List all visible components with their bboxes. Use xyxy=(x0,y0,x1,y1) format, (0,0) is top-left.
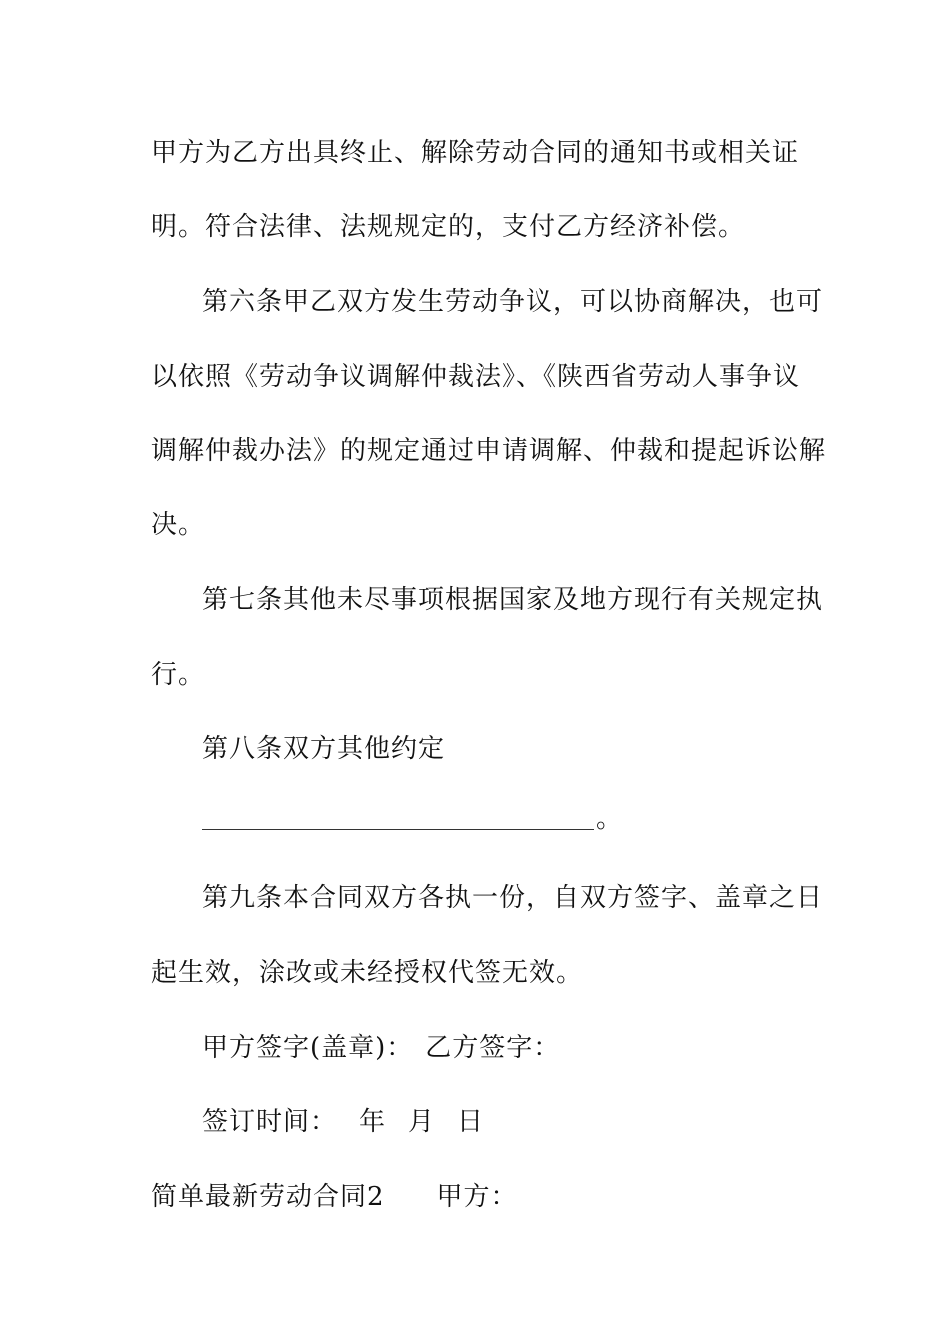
next-contract-party-a: 甲方： xyxy=(436,1182,518,1212)
party-b-signature-label: 乙方签字： xyxy=(425,1033,561,1063)
paragraph-line: 甲方为乙方出具终止、解除劳动合同的通知书或相关证 xyxy=(151,138,800,168)
signing-date-line xyxy=(202,1105,484,1139)
article-8-line: 第八条双方其他约定 xyxy=(202,734,446,764)
paragraph-line: 明。符合法律、法规规定的，支付乙方经济补偿。 xyxy=(151,212,746,242)
paragraph-line: 以依照《劳动争议调解仲裁法》、《陕西省劳动人事争议 xyxy=(151,362,801,392)
paragraph-line: 行。 xyxy=(151,660,206,690)
blank-period: 。 xyxy=(596,804,623,834)
party-a-signature-label: 甲方签字(盖章)： xyxy=(202,1033,414,1063)
article-6-line: 第六条甲乙双方发生劳动争议，可以协商解决，也可 xyxy=(202,287,824,317)
signature-line xyxy=(202,1031,560,1065)
paragraph-line: 起生效，涂改或未经授权代签无效。 xyxy=(151,958,584,988)
article-7-line: 第七条其他未尽事项根据国家及地方现行有关规定执 xyxy=(202,585,824,615)
signing-date-label: 签订时间： xyxy=(202,1107,338,1137)
article-9-line: 第九条本合同双方各执一份，自双方签字、盖章之日 xyxy=(202,883,824,913)
next-contract-title: 简单最新劳动合同2 xyxy=(151,1182,385,1212)
date-month: 月 xyxy=(408,1107,436,1137)
date-year: 年 xyxy=(359,1107,387,1137)
paragraph-line: 决。 xyxy=(151,510,206,540)
paragraph-line: 调解仲裁办法》的规定通过申请调解、仲裁和提起诉讼解 xyxy=(151,436,827,466)
fill-in-blank xyxy=(202,829,594,830)
date-day: 日 xyxy=(457,1107,485,1137)
next-contract-heading xyxy=(151,1180,518,1214)
